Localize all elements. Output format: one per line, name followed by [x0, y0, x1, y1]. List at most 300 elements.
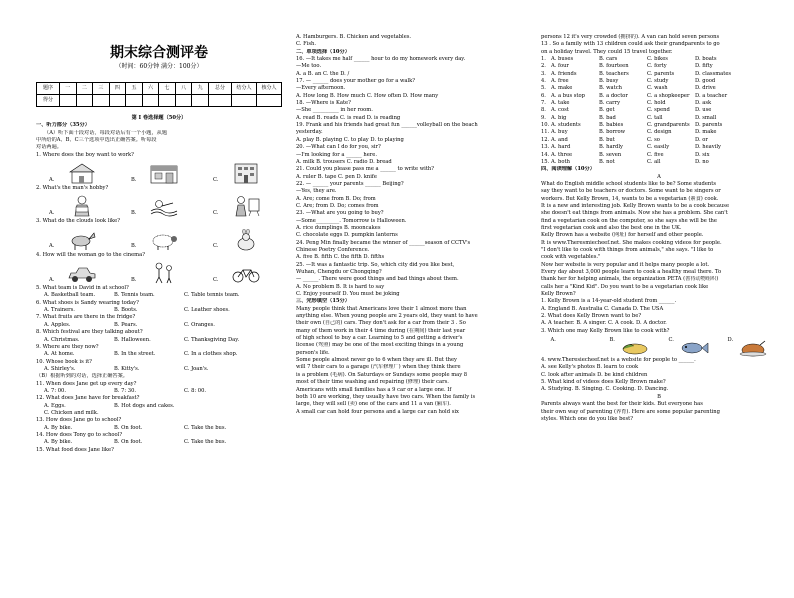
text-line: 25. —It was a fantastic trip. So, which city did you like best,	[296, 261, 455, 268]
answer-option[interactable]: C. spend	[647, 107, 670, 114]
option-b[interactable]: B. 7: 30.	[114, 387, 137, 394]
cloze-option-row	[541, 144, 777, 151]
option-c[interactable]: C. 8: 00.	[184, 387, 207, 394]
question-11: 11. When does Jane get up every day?	[36, 380, 137, 387]
option-b[interactable]: B. On foot.	[114, 439, 143, 446]
reading-questions-continued	[541, 357, 777, 423]
text-line: their own way of parenting (养育). Here are some popular parenting	[541, 408, 720, 415]
question-5-options	[36, 292, 282, 299]
passage-a-label: A	[657, 173, 661, 180]
score-cell: 九	[192, 83, 209, 95]
text-line: A. a B. an C. the D. /	[296, 70, 350, 77]
option-b-picture[interactable]: B.	[139, 262, 179, 284]
score-input-cell[interactable]	[126, 95, 143, 107]
option-a[interactable]: A. Eggs.	[44, 402, 66, 409]
option-a-picture[interactable]: A.	[57, 262, 97, 284]
answer-option[interactable]: C. all	[647, 158, 661, 165]
answer-option[interactable]: A. cost	[551, 107, 569, 114]
text-line: 22. — ______ your parents ______ Beijing?	[296, 180, 404, 187]
answer-option[interactable]: A. big	[551, 114, 567, 121]
answer-option[interactable]: D. boats	[695, 56, 717, 63]
score-input-cell[interactable]	[192, 95, 209, 107]
cloze-option-row	[541, 137, 777, 144]
text-line: C. look after animals D. be kind children	[541, 371, 648, 378]
person-swimming-icon	[149, 195, 179, 217]
score-input-cell[interactable]	[109, 95, 126, 107]
answer-option[interactable]: B. busy	[599, 78, 619, 85]
answer-option[interactable]: A. students	[551, 122, 581, 129]
option-c-picture[interactable]: C.	[221, 162, 261, 184]
question-number: 4.	[541, 78, 546, 85]
instruction-b: （B）根据听到的对话，选择正确答案。	[36, 373, 128, 380]
question-14-options	[36, 439, 282, 446]
answer-option[interactable]: B. seven	[599, 151, 622, 158]
score-input-cell[interactable]	[175, 95, 192, 107]
answer-option[interactable]: B. teachers	[599, 70, 629, 77]
text-line: C. Enjoy yourself D. You must be joking	[296, 291, 400, 298]
option-a-picture[interactable]: A.	[57, 162, 97, 184]
text-line: C. Fish.	[296, 41, 316, 48]
question-number: 2.	[541, 63, 546, 70]
question-9-options	[36, 351, 282, 358]
answer-option[interactable]: D. ask	[695, 100, 712, 107]
question-11-options	[36, 388, 282, 395]
question-number: 10.	[541, 122, 550, 129]
score-input-cell[interactable]	[93, 95, 110, 107]
score-cell: 七	[159, 83, 176, 95]
question-number: 13.	[541, 144, 550, 151]
answer-option[interactable]: A. both	[551, 158, 570, 165]
option-c[interactable]: C. Thanksgiving Day.	[184, 336, 240, 343]
answer-option[interactable]: B. but	[599, 136, 615, 143]
walking-people-icon	[149, 262, 179, 284]
answer-option[interactable]: C. tall	[647, 114, 663, 121]
answer-option[interactable]: B. babies	[599, 122, 624, 129]
score-cell: 结分人	[232, 83, 257, 95]
text-line: 17. — ______ does your mother go for a walk?	[296, 78, 416, 85]
cloze-options-table	[541, 56, 777, 166]
text-line: C. Are; from D. Do; comes from	[296, 202, 379, 209]
text-line: 19. Frank and his friends had great fun ______volleyball on the beach	[296, 122, 478, 129]
score-table-score-row	[37, 95, 282, 107]
text-line: —Me too.	[296, 63, 322, 70]
answer-option[interactable]: A. take	[551, 100, 570, 107]
instruction-line: 中所给的A、B、C三个选项中选出正确答案。听每段	[36, 137, 157, 144]
question-number: 7.	[541, 100, 546, 107]
score-input-cell[interactable]	[232, 95, 257, 107]
text-line: 20. —What can I do for you, sir?	[296, 144, 381, 151]
option-c[interactable]: C. Take the bus.	[184, 424, 227, 431]
option-b[interactable]: B. Kitty's.	[114, 365, 140, 372]
answer-option[interactable]: C. grandparents	[647, 122, 690, 129]
answer-option[interactable]: B. a doctor	[599, 92, 628, 99]
text-line: Now her website is very popular and it helps many people a lot.	[541, 261, 710, 268]
text-line: find a vegetarian cook on the computer, so she says she will be the	[541, 217, 717, 224]
option-b[interactable]: B. Pears.	[114, 321, 138, 328]
text-line: their own (自己的) cars. They don't ask for a car from their 3 . So	[296, 320, 466, 327]
cloze-option-row	[541, 56, 777, 63]
bicycle-icon	[231, 262, 261, 284]
option-b[interactable]: B. Tennis team.	[114, 292, 155, 299]
score-cell: 一	[60, 83, 77, 95]
text-line: A. How long B. How much C. How often D. How many	[296, 92, 439, 99]
answer-option[interactable]: B. carry	[599, 100, 620, 107]
answer-option[interactable]: C. design	[647, 129, 672, 136]
score-cell: 三	[93, 83, 110, 95]
question-8-options	[36, 337, 282, 344]
fish-icon	[679, 337, 709, 357]
page-title: 期末综合测评卷	[110, 45, 208, 61]
question-6: 6. What shoes is Sandy wearing today?	[36, 299, 139, 306]
text-line: —She __________ in her room.	[296, 107, 373, 114]
answer-option[interactable]: D. or	[695, 136, 708, 143]
question-4-pictures	[36, 260, 282, 284]
answer-option[interactable]: A. free	[551, 78, 569, 85]
instruction-line: （A）听下面十段对话，每段对话后有一个小题，从题	[44, 129, 168, 136]
shop-icon	[149, 162, 179, 184]
reading-title: 四、阅读理解（10分）	[541, 166, 595, 173]
text-line: Every day about 3,000 people learn to cook a healthy meal there. To	[541, 269, 722, 275]
question-1: 1. Where does the boy want to work?	[36, 151, 134, 158]
question-15: 15. What food does Jane like?	[36, 446, 114, 453]
roast-chicken-icon	[738, 337, 768, 357]
text-line: 21. Could you please pass me a ______ to write with?	[296, 166, 435, 173]
horse-icon	[67, 229, 97, 251]
text-line: A. read B. reads C. is read D. is reading	[296, 114, 401, 121]
question-number: 12.	[541, 136, 550, 143]
question-5: 5. What team is David in at school?	[36, 285, 129, 292]
text-line: A small car can hold four persons and a large car can hold six	[296, 408, 459, 415]
text-line: yesterday.	[296, 129, 323, 136]
text-line: —I'm looking for a ______ here.	[296, 151, 377, 158]
option-c[interactable]: C. Table tennis team.	[184, 292, 240, 299]
text-line: C. chocolate eggs D. pumpkin lanterns	[296, 232, 398, 239]
option-c-picture[interactable]: C.	[221, 195, 261, 217]
question-3: 3. What do the clouds look like?	[36, 218, 121, 225]
option-a[interactable]: A. Basketball team.	[44, 292, 96, 299]
answer-option[interactable]: D. drive	[695, 85, 716, 92]
cloze-option-row	[541, 78, 777, 85]
text-line: A. No problem B. It is hard to say	[296, 283, 385, 290]
cloze-option-row	[541, 85, 777, 92]
answer-option[interactable]: B. borrow	[599, 129, 626, 136]
corn-icon	[620, 337, 650, 357]
score-input-cell[interactable]	[142, 95, 159, 107]
text-line: both 10 are working, they usually have two cars. When the family is	[296, 393, 476, 400]
text-line: 1. Kelly Brown is a 14-year-old student from ______.	[541, 298, 677, 305]
option-b[interactable]: B. Hot dogs and cakes.	[114, 402, 175, 409]
text-line: Wuhan, Chengdu or Chongqing?	[296, 269, 382, 275]
question-1-pictures	[36, 160, 282, 184]
answer-option[interactable]: C. so	[647, 136, 660, 143]
option-c-picture[interactable]: C.	[221, 229, 261, 251]
option-b-picture[interactable]: B.	[139, 195, 179, 217]
score-cell: 六	[142, 83, 159, 95]
score-table	[36, 82, 282, 107]
text-line: Americans with small families has a 9 car or a large one. If	[296, 386, 452, 393]
option-a[interactable]: A. Apples.	[44, 321, 71, 328]
text-line: "I don't like to cook with things from animals," she says. "I like to	[541, 246, 714, 253]
answer-option[interactable]: C. study	[647, 78, 669, 85]
option-a[interactable]: A. 7: 00.	[44, 387, 66, 394]
text-line: 3. Which one may Kelly Brown like to cook with?	[541, 327, 670, 334]
text-line: —Every afternoon.	[296, 85, 346, 92]
question-number: 5.	[541, 85, 546, 92]
sheep-icon	[149, 229, 179, 251]
person-reading-icon	[67, 195, 97, 217]
answer-option[interactable]: D. use	[695, 107, 712, 114]
answer-option[interactable]: D. parents	[695, 122, 723, 129]
text-line: — ______. There were good things and bad things about them.	[296, 276, 459, 283]
text-line: What do English middle school students like to be? Some students	[541, 180, 717, 187]
passage-a-text	[541, 181, 777, 299]
score-input-cell[interactable]	[60, 95, 77, 107]
score-input-cell[interactable]	[76, 95, 93, 107]
answer-option[interactable]: D. good	[695, 78, 716, 85]
cloze-option-row	[541, 100, 777, 107]
option-a[interactable]: A. Shirley's.	[44, 365, 76, 372]
text-line: Kelly Brown?	[541, 291, 576, 298]
cloze-option-row	[541, 115, 777, 122]
score-cell: 得分	[37, 95, 60, 107]
score-cell: 题序	[37, 83, 60, 95]
score-cell: 核分人	[257, 83, 282, 95]
text-line: 4. www.Theresiecheef.net is a website for people to ______.	[541, 357, 696, 364]
answer-option[interactable]: B. watch	[599, 85, 622, 92]
passage-line: 13 . So a family with 13 children could ask their grandparents to go	[541, 41, 720, 48]
option-a-picture[interactable]: A.	[550, 337, 556, 344]
option-c[interactable]: C. In a clothes shop.	[184, 351, 238, 358]
text-line: 16. —It takes me half ______ hour to do my homework every day.	[296, 56, 466, 63]
answer-option[interactable]: B. bad	[599, 114, 616, 121]
question-number: 8.	[541, 107, 546, 114]
answer-option[interactable]: C. bikes	[647, 56, 668, 63]
question-12: 12. What does Jane have for breakfast?	[36, 395, 140, 402]
text-line: thank her for helping animals, the organization PETA (善待动物组织)	[541, 276, 719, 283]
text-line: B	[657, 393, 661, 400]
text-line: A. England B. Australia C. Canada D. The USA	[541, 305, 664, 312]
answer-option[interactable]: B. fourteen	[599, 63, 629, 70]
question-number: 3.	[541, 70, 546, 77]
question-number: 9.	[541, 114, 546, 121]
score-cell: 八	[175, 83, 192, 95]
option-a[interactable]: A. By bike.	[44, 424, 73, 431]
text-line: A. milk B. trousers C. radio D. bread	[296, 158, 392, 165]
score-cell: 总分	[209, 83, 232, 95]
answer-option[interactable]: B. cars	[599, 56, 618, 63]
answer-option[interactable]: C. five	[647, 151, 664, 158]
option-a-picture[interactable]: A.	[57, 195, 97, 217]
score-cell: 四	[109, 83, 126, 95]
text-line: Many people think that Americans love their 1 almost more than	[296, 305, 467, 312]
text-line: first vegetarian cook and also the best one in the UK.	[541, 224, 682, 231]
rabbit-icon	[231, 229, 261, 251]
option-c[interactable]: C. Take the bus.	[184, 439, 227, 446]
text-line: workers. But Kelly Brown, 14, wants to be a vegetarian (素食) cook.	[541, 195, 719, 202]
cloze-option-row	[541, 159, 777, 166]
answer-option[interactable]: C. hold	[647, 100, 666, 107]
text-line: 24. Peng Min finally became the winner of ______season of CCTV's	[296, 239, 471, 246]
answer-option[interactable]: A. four	[551, 63, 569, 70]
cloze-option-row	[541, 107, 777, 114]
cloze-option-row	[541, 71, 777, 78]
option-c[interactable]: C. Joan's.	[184, 365, 209, 372]
cloze-option-row	[541, 129, 777, 136]
text-line: Parents always want the best for their kids. But everyone has	[541, 401, 703, 408]
score-input-cell[interactable]	[159, 95, 176, 107]
option-b[interactable]: B. Boots.	[114, 307, 138, 314]
middle-column-text	[296, 34, 534, 416]
text-line: cook with vegetables."	[541, 254, 601, 261]
text-line: of high school to buy a car. Learning to 5 and getting a driver's	[296, 335, 463, 342]
text-line: styles. Which one do you like best?	[541, 415, 634, 422]
text-line: person's life.	[296, 349, 330, 356]
question-3-food-pictures	[541, 335, 777, 357]
answer-option[interactable]: C. wash	[647, 85, 668, 92]
option-c[interactable]: C. Oranges.	[184, 321, 215, 328]
option-a[interactable]: A. Trainers.	[44, 307, 75, 314]
cloze-option-row	[541, 122, 777, 129]
score-table-header-row	[37, 83, 282, 95]
question-8: 8. Which festival are they talking about?	[36, 329, 143, 336]
question-9: 9. Where are they now?	[36, 343, 99, 350]
option-d-picture[interactable]: D.	[728, 337, 768, 357]
answer-option[interactable]: D. six	[695, 151, 710, 158]
building-icon	[231, 162, 261, 184]
text-line: large, they will sell (卖) one of the cars and 11 a van (厢车).	[296, 401, 451, 408]
reading-questions	[541, 298, 777, 335]
answer-option[interactable]: C. forty	[647, 63, 667, 70]
question-2: 2. What's the man's hobby?	[36, 185, 109, 192]
cloze-option-row	[541, 152, 777, 159]
option-b[interactable]: B. Halloween.	[114, 336, 151, 343]
answer-option[interactable]: C. easily	[647, 144, 670, 151]
text-line: A. Hamburgers. B. Chicken and vegetables.	[296, 34, 412, 40]
answer-option[interactable]: A. three	[551, 151, 573, 158]
text-line: 23. —What are you going to buy?	[296, 210, 384, 217]
option-b-picture[interactable]: B.	[139, 162, 179, 184]
option-b[interactable]: B. On foot.	[114, 424, 143, 431]
text-line: 5. What kind of videos does Kelly Brown make?	[541, 379, 666, 386]
answer-option[interactable]: D. make	[695, 129, 717, 136]
text-line: —Yes, they are.	[296, 188, 337, 195]
question-14: 14. How does Tony go to school?	[36, 431, 123, 438]
answer-option[interactable]: A. friends	[551, 70, 577, 77]
question-number: 6.	[541, 92, 546, 99]
option-b-picture[interactable]: B.	[610, 337, 650, 357]
question-2-pictures	[36, 193, 282, 217]
listening-title: 一、听力部分（35分）	[36, 122, 90, 129]
text-line: anything else. When young people are 2 years old, they want to have	[296, 313, 478, 320]
answer-option[interactable]: B. hardly	[599, 144, 623, 151]
text-line: 二、单项选择（10分）	[296, 48, 350, 55]
text-line: Chinese Poetry Conference.	[296, 246, 370, 253]
passage-line: persons 12 it's very crowded (拥挤的). A van can hold seven persons	[541, 34, 720, 40]
text-line: is a problem (毛病). On Saturdays or Sundays some people may 8	[296, 371, 468, 378]
question-10-options	[36, 366, 282, 373]
question-10: 10. Whose book is it?	[36, 358, 92, 365]
answer-option[interactable]: A. hard	[551, 144, 571, 151]
answer-option[interactable]: B. get	[599, 107, 615, 114]
answer-option[interactable]: A. a bus stop	[551, 92, 585, 99]
question-6-options	[36, 307, 282, 314]
answer-option[interactable]: D. no	[695, 158, 709, 165]
answer-option[interactable]: A. make	[551, 85, 573, 92]
answer-option[interactable]: C. a shopkeeper	[647, 92, 690, 99]
question-7-options	[36, 322, 282, 329]
text-line: say they want to be teachers or doctors. Some want to be singers or	[541, 188, 721, 195]
text-line: It is a new and interesting job. Kelly Brown wants to be a cook because	[541, 202, 730, 209]
text-line: 18. —Where is Kate?	[296, 100, 351, 107]
text-line: A. play B. playing C. to play D. to playing	[296, 136, 404, 143]
option-a[interactable]: A. By bike.	[44, 439, 73, 446]
question-number: 14.	[541, 151, 550, 158]
option-c-picture[interactable]: C.	[221, 262, 261, 284]
answer-option[interactable]: D. fifty	[695, 63, 713, 70]
question-number: 15.	[541, 158, 550, 165]
cloze-option-row	[541, 63, 777, 70]
person-painting-icon	[231, 195, 261, 217]
answer-option[interactable]: D. a teacher	[695, 92, 728, 99]
text-line: most of their time washing and repairing (修理) their cars.	[296, 379, 449, 386]
question-7: 7. What fruits are there in the fridge?	[36, 314, 136, 321]
answer-option[interactable]: C. parents	[647, 70, 675, 77]
text-line: 2. What does Kelly Brown want to be?	[541, 313, 642, 320]
option-a[interactable]: A. Christmas.	[44, 336, 80, 343]
instruction-line: 对话两遍。	[36, 144, 62, 151]
option-b-picture[interactable]: B.	[139, 229, 179, 251]
text-line: A. A teacher. B. A singer. C. A cook. D. A doctor.	[541, 320, 667, 327]
text-line: Kelly Brown has a website (网址) for herself and other people.	[541, 232, 704, 239]
text-line: —Some_________. Tomorrow is Halloween.	[296, 217, 407, 224]
answer-option[interactable]: D. small	[695, 114, 717, 121]
option-c[interactable]: C. Leather shoes.	[184, 307, 230, 314]
text-line: A. rice dumplings B. mooncakes	[296, 224, 381, 231]
text-line: A. five B. fifth C. the fifth D. fifths	[296, 254, 385, 261]
question-number: 11.	[541, 129, 550, 136]
answer-option[interactable]: A. and	[551, 136, 568, 143]
answer-option[interactable]: A. buy	[551, 129, 568, 136]
question-13: 13. How does Jane go to school?	[36, 417, 122, 424]
text-line: calls her a "Kind Kid". Do you want to be a vegetarian cook like	[541, 283, 709, 290]
question-3-pictures	[36, 227, 282, 251]
text-line: A. ruler B. tape C. pen D. knife	[296, 173, 377, 180]
score-input-cell[interactable]	[209, 95, 232, 107]
answer-option[interactable]: B. not	[599, 158, 615, 165]
option-a-picture[interactable]: A.	[57, 229, 97, 251]
score-input-cell[interactable]	[257, 95, 282, 107]
column-left	[36, 0, 282, 564]
text-line: license (驾照) may be one of the most exciting things in a young	[296, 342, 464, 349]
text-line: many of them work in their 4 time during (在期间) their last year	[296, 327, 466, 334]
question-number: 1.	[541, 56, 546, 63]
answer-option[interactable]: D. classmates	[695, 70, 732, 77]
text-line: she doesn't eat things from animals. Now she has a problem. She can't	[541, 210, 728, 217]
option-a[interactable]: A. At home.	[44, 351, 75, 358]
option-c-picture[interactable]: C.	[669, 337, 709, 357]
text-line: A. Are; come from B. Do; from	[296, 195, 376, 202]
question-4: 4. How will the woman go to the cinema?	[36, 251, 145, 258]
passage-line: on a holiday travel. They could 15 travel together.	[541, 48, 673, 55]
option-b[interactable]: B. In the street.	[114, 351, 156, 358]
question-12-options	[36, 403, 282, 410]
text-line: will 7 their cars to a garage (汽车修理厂) when they think there	[296, 364, 461, 371]
text-line: A. Studying. B. Singing. C. Cooking. D. Dancing.	[541, 386, 669, 393]
question-12-option-c[interactable]: C. Chicken and milk.	[44, 409, 99, 416]
answer-option[interactable]: A. buses	[551, 56, 574, 63]
answer-option[interactable]: D. heavily	[695, 144, 721, 151]
house-icon	[67, 162, 97, 184]
